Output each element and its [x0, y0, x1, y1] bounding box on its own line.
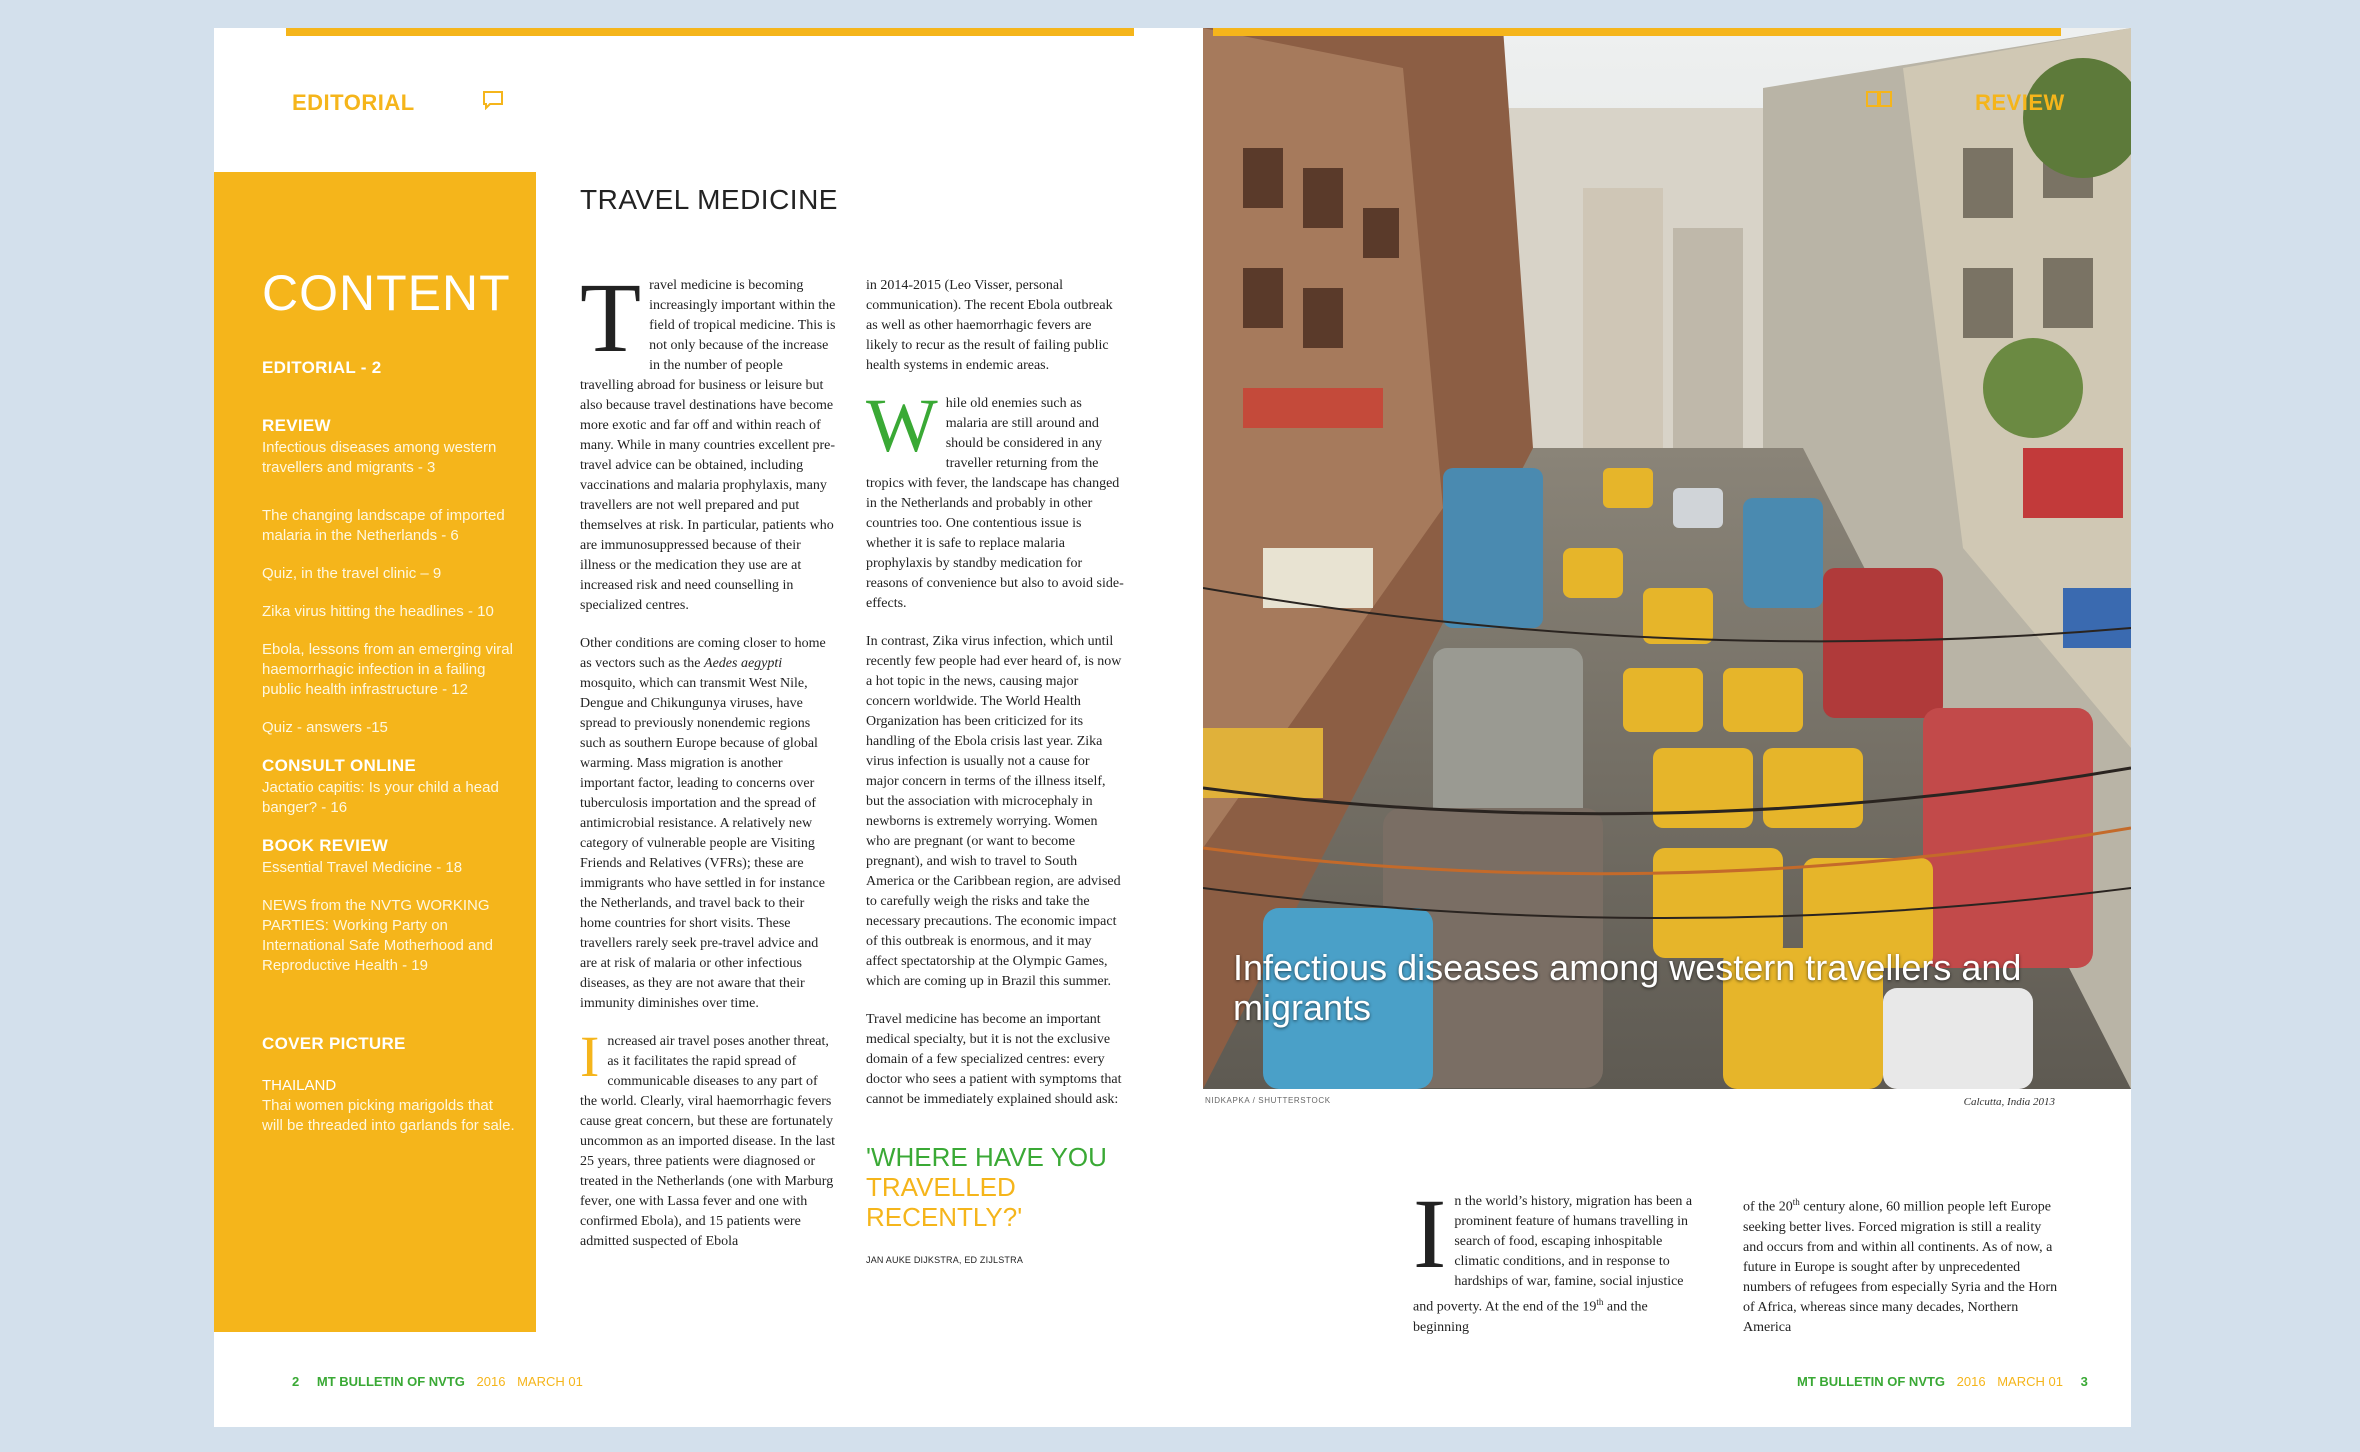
- top-accent-bar: [1213, 28, 2061, 36]
- superscript: th: [1792, 1197, 1800, 1207]
- intro-column-1: [1413, 1178, 1705, 1338]
- toc-item[interactable]: Ebola, lessons from an emerging viral haemorrhagic infection in a failing public health infrastructure - 12: [262, 641, 513, 698]
- paragraph: in 2014-2015 (Leo Visser, personal communication). The recent Ebola outbreak as well as other haemorrhagic fevers are likely to recur as the result of failing public health systems in endemic areas.: [866, 278, 1113, 373]
- toc-editorial[interactable]: EDITORIAL - 2: [262, 358, 382, 377]
- article-title: TRAVEL MEDICINE: [580, 184, 838, 215]
- section-label: REVIEW: [1975, 90, 2065, 115]
- toc-item[interactable]: Quiz - answers -15: [262, 719, 388, 736]
- content-sidebar: [214, 172, 536, 1332]
- left-page: [214, 28, 1207, 1427]
- book-icon: [1865, 90, 1893, 116]
- toc-item[interactable]: The changing landscape of imported malaria in the Netherlands - 6: [262, 507, 505, 544]
- section-label: EDITORIAL: [292, 90, 415, 115]
- authors: JAN AUKE DIJKSTRA, ED ZIJLSTRA: [866, 1255, 1024, 1265]
- page-number: 3: [2080, 1374, 2088, 1389]
- drop-cap: I: [1413, 1178, 1447, 1289]
- toc-item[interactable]: Jactatio capitis: Is your child a head banger? - 16: [262, 779, 499, 816]
- paragraph: ravel medicine is becoming increasingly important within the field of tropical medicine. This is not only because of the increase in the number of people travelling abroad for business or leisure but also because travel destinations have become more exotic and far off and within reach of many. While in many countries excellent pre-travel advice can be obtained, including vaccinations and malaria prophylaxis, many travellers are not well prepared and put themselves at risk. In particular, patients who are immunosuppressed because of their illness or the medication they use are at increased risk and need counselling in specialized centres.: [580, 278, 836, 613]
- right-footer: [1797, 1374, 2088, 1389]
- street-photo: [1203, 28, 2131, 1089]
- toc-item[interactable]: Infectious diseases among western travellers and migrants - 3: [262, 439, 497, 476]
- pull-quote: [866, 1142, 1124, 1232]
- toc-consult-heading: CONSULT ONLINE: [262, 756, 417, 775]
- quote-part-green: 'WHERE HAVE YOU: [866, 1142, 1107, 1172]
- paragraph: Other conditions are coming closer to home as vectors such as the: [580, 636, 826, 671]
- photo-location: Calcutta, India 2013: [1963, 1096, 2055, 1108]
- speech-bubble-icon: [482, 90, 504, 116]
- footer-year: 2016: [476, 1374, 506, 1389]
- right-page: [1203, 28, 2131, 1427]
- paragraph: mosquito, which can transmit West Nile, Dengue and Chikungunya viruses, have spread to previously nonendemic regions such as southern Europe because of global warming. Mass migration is another important factor, leading to concerns over tuberculosis importation and the spread of antimicrobial resistance. A relatively new category of vulnerable people are Visiting Friends and Relatives (VFRs); these are immigrants who have settled in for instance the Netherlands, and travel back to their home countries for short visits. These travellers rarely seek pre-travel advice and are at risk of malaria or other infectious diseases, as they are not aware that their immunity diminishes over time.: [580, 676, 825, 1011]
- content-title: CONTENT: [262, 265, 511, 321]
- footer-month: MARCH 01: [1997, 1374, 2063, 1389]
- superscript: th: [1596, 1297, 1604, 1307]
- paragraph: century alone, 60 million people left Europe seeking better lives. Forced migration is still a reality and occurs from and within all continents. As of now, a future in Europe is sought after by unprecedented numbers of refugees from especially Syria and the Horn of Africa, whereas since many decades, Northern America: [1743, 1199, 2058, 1335]
- left-footer: [292, 1374, 583, 1389]
- paragraph: In contrast, Zika virus infection, which until recently few people had ever heard of, is now a hot topic in the news, causing major concern worldwide. The World Health Organization has been criticized for its handling of the Ebola crisis last year. Zika virus infection is usually not a cause for major concern in terms of the illness itself, but the association with microcephaly in newborns is extremely worrying. Women who are pregnant (or want to become pregnant), and wish to travel to South America or the Caribbean region, are advised to carefully weigh the risks and take the necessary precautions. The economic impact of this outbreak is enormous, and it may affect spectatorship at the Olympic Games, which are coming up in Brazil this summer.: [866, 634, 1122, 989]
- paragraph: Travel medicine has become an important medical specialty, but it is not the exclusive domain of a few specialized centres: every doctor who sees a patient with symptoms that cannot be immediately explained should ask:: [866, 1012, 1122, 1107]
- photo-credit: NIDKAPKA / SHUTTERSTOCK: [1205, 1096, 1331, 1105]
- photo-caption: Infectious diseases among western travellers and migrants: [1233, 947, 2022, 1028]
- drop-cap: T: [580, 262, 642, 373]
- footer-year: 2016: [1956, 1374, 1986, 1389]
- toc-item[interactable]: Zika virus hitting the headlines - 10: [262, 603, 494, 620]
- paragraph: ncreased air travel poses another threat, as it facilitates the rapid spread of communicable diseases to any part of the world. Clearly, viral haemorrhagic fevers cause great concern, but these are fortunately uncommon as an imported disease. In the last 25 years, three patients were diagnosed or treated in the Netherlands (one with Marburg fever, one with Lassa fever and one with confirmed Ebola), and 15 patients were admitted suspected of Ebola: [580, 1034, 836, 1249]
- paragraph: and the beginning: [1413, 1299, 1648, 1335]
- drop-cap: I: [580, 1024, 600, 1089]
- toc-cover-heading: COVER PICTURE: [262, 1034, 406, 1053]
- article-column-2: [866, 276, 1124, 1270]
- drop-cap: W: [866, 384, 938, 468]
- footer-title: MT BULLETIN OF NVTG: [316, 1374, 465, 1389]
- top-accent-bar: [286, 28, 1134, 36]
- toc-item[interactable]: NEWS from the NVTG WORKING PARTIES: Working Party on International Safe Motherhood and Reproductive Health - 19: [262, 897, 493, 974]
- toc-book-heading: BOOK REVIEW: [262, 836, 389, 855]
- page-number: 2: [292, 1374, 300, 1389]
- paragraph: of the 20: [1743, 1199, 1793, 1215]
- footer-title: MT BULLETIN OF NVTG: [1797, 1374, 1946, 1389]
- footer-month: MARCH 01: [517, 1374, 583, 1389]
- toc-item[interactable]: Quiz, in the travel clinic – 9: [262, 565, 442, 582]
- street-scene-illustration: [1203, 28, 2131, 1089]
- cover-country: THAILAND: [262, 1077, 337, 1094]
- cover-description: Thai women picking marigolds that will be threaded into garlands for sale.: [262, 1097, 515, 1134]
- toc-review-heading: REVIEW: [262, 416, 331, 435]
- intro-column-2: [1743, 1192, 2059, 1338]
- species-name: Aedes aegypti: [704, 656, 783, 671]
- paragraph: n the world’s history, migration has been a prominent feature of humans travelling in search of food, escaping inhospitable climatic conditions, and in response to hardships of war, famine, social injustice and poverty. At the end of the 19: [1413, 1194, 1693, 1315]
- toc-item[interactable]: Essential Travel Medicine - 18: [262, 859, 463, 876]
- paragraph: hile old enemies such as malaria are still around and should be considered in any traveller returning from the tropics with fever, the landscape has changed in the Netherlands and probably in other countries too. One contentious issue is whether it is safe to replace malaria prophylaxis by standby medication for reasons of convenience but also to avoid side-effects.: [866, 396, 1124, 611]
- article-column-1: [580, 262, 838, 1270]
- quote-part-yellow: TRAVELLED RECENTLY?': [866, 1172, 1023, 1232]
